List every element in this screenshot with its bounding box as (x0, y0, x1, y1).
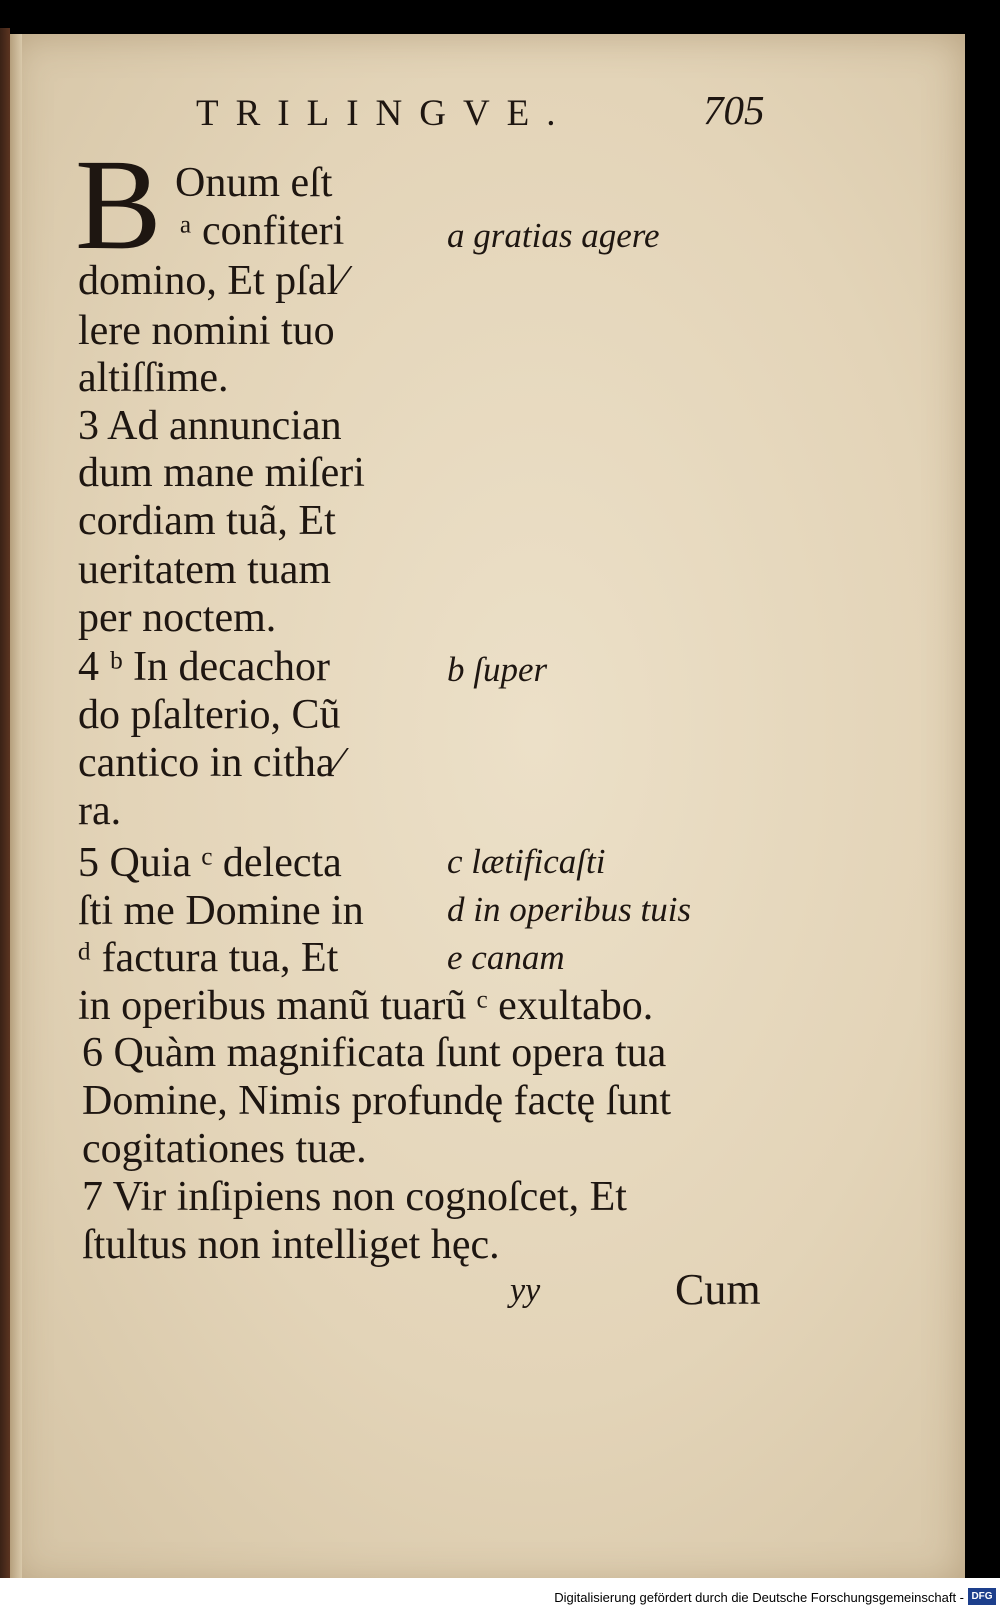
text-line: Onum eſt (175, 160, 333, 206)
text-line: per noctem. (78, 595, 277, 641)
text-line: 6 Quàm magnificata ſunt opera tua (82, 1030, 667, 1076)
text-line: lere nomini tuo (78, 308, 335, 354)
text-line: 3 Ad annuncian (78, 403, 342, 449)
text-line: ſti me Domine in (78, 888, 364, 934)
text-line: domino, Et pſal⁄ (78, 258, 346, 304)
text-line: dum mane miſeri (78, 450, 365, 496)
signature-mark: yy (510, 1272, 541, 1309)
marginal-gloss: e canam (447, 938, 565, 977)
text-line: 4 ᵇ In decachor (78, 644, 331, 690)
marginal-gloss: d in operibus tuis (447, 890, 692, 929)
text-line: ᵃ confiteri (180, 208, 345, 254)
book-cover-edge (0, 28, 10, 1588)
funding-credit: Digitalisierung gefördert durch die Deutsche Forschungsgemeinschaft - (554, 1590, 964, 1605)
text-line: cantico in citha⁄ (78, 740, 342, 786)
text-line: in operibus manũ tuarũ ᶜ exultabo. (78, 983, 654, 1029)
page-gutter (10, 34, 22, 1586)
text-line: ᵈ factura tua, Et (78, 935, 339, 981)
text-line: do pſalterio, Cũ (78, 692, 341, 738)
catchword: Cum (675, 1265, 761, 1314)
text-line: ſtultus non intelliget hęc. (82, 1222, 500, 1268)
page-number: 705 (703, 87, 765, 133)
marginal-gloss: b ſuper (447, 650, 548, 689)
text-line: 7 Vir inſipiens non cognoſcet, Et (82, 1174, 627, 1220)
digitization-footer (0, 1578, 1000, 1622)
text-line: ra. (78, 788, 122, 834)
text-line: ueritatem tuam (78, 547, 332, 593)
running-title: TRILINGVE. (196, 93, 573, 134)
dfg-logo: DFG (968, 1588, 996, 1605)
marginal-gloss: c lætificaſti (447, 842, 606, 881)
text-line: cordiam tuã, Et (78, 498, 336, 544)
drop-capital: B (75, 133, 162, 277)
text-line: altiſſime. (78, 355, 229, 401)
text-line: 5 Quia ᶜ delecta (78, 840, 342, 886)
text-line: cogitationes tuæ. (82, 1126, 367, 1172)
marginal-gloss: a gratias agere (447, 216, 660, 255)
text-line: Domine, Nimis profundę factę ſunt (82, 1078, 672, 1124)
